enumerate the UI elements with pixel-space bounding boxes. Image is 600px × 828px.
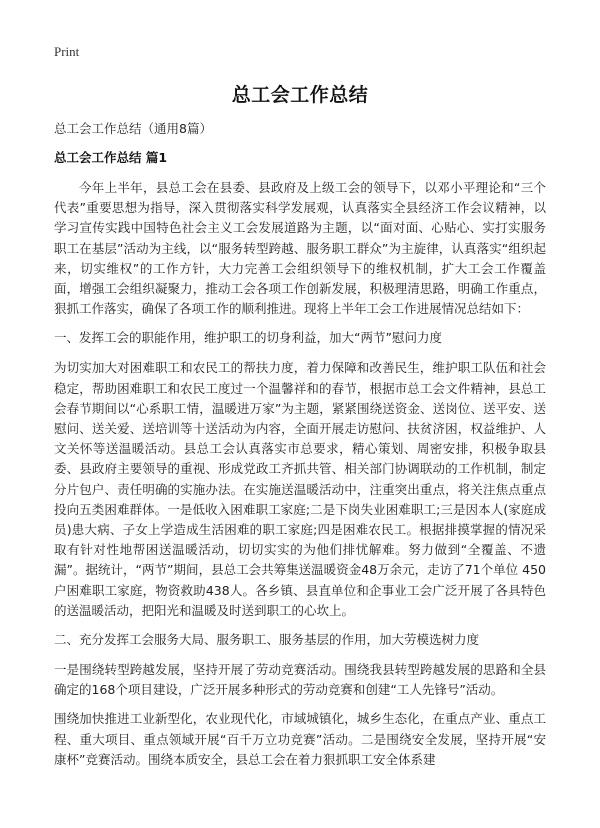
body-paragraph-two: 一是围绕转型跨越发展，坚持开展了劳动竞赛活动。围绕我县转型跨越发展的思路和全县确定的168个项目建设，广泛开展多种形式的劳动竞赛和创建“工人先锋号”活动。	[54, 662, 546, 698]
subheading-two: 二、充分发挥工会服务大局、服务职工、服务基层的作用，加大劳模选树力度	[54, 632, 480, 648]
document-subtitle: 总工会工作总结（通用8篇）	[54, 121, 212, 136]
document-body	[54, 119, 546, 779]
document-title: 总工会工作总结	[231, 84, 369, 106]
print-link[interactable]: Print	[54, 44, 80, 59]
intro-paragraph: 今年上半年，县总工会在县委、县政府及上级工会的领导下，以邓小平理论和“三个代表”重要思想为指导，深入贯彻落实科学发展观，认真落实全县经济工作会议精神，以学习宣传实践中国特色社会主义工会发展道路为主题，以“面对面、心贴心、实打实服务职工在基层”活动为主线，以“服务转型跨越、服务职工群众”为主旋律，认真落实“组织起来，切实维权”的工作方针，大力完善工会组织领导下的维权机制，扩大工会工作覆盖面，增强工会组织凝聚力，推动工会各项工作创新发展，积极理清思路，明确工作重点，狠抓工作落实，确保了各项工作的顺利推进。现将上半年工会工作进展情况总结如下：	[54, 180, 546, 317]
subheading-one: 一、发挥工会的职能作用，维护职工的切身利益，加大“两节”慰问力度	[54, 330, 442, 346]
section-heading: 总工会工作总结 篇1	[54, 150, 168, 165]
body-paragraph-three: 围绕加快推进工业新型化，农业现代化，市域城镇化，城乡生态化，在重点产业、重点工程、重大项目、重点领域开展“百千万立功竞赛”活动。二是围绕安全发展，坚持开展“安康杯”竞赛活动。围绕本质安全，县总工会在着力狠抓职工安全体系建	[54, 711, 546, 767]
body-paragraph-one: 为切实加大对困难职工和农民工的帮扶力度，着力保障和改善民生，维护职工队伍和社会稳定，帮助困难职工和农民工度过一个温馨祥和的春节，根据市总工会文件精神，县总工会春节期间以“心系职工情，温暖进万家”为主题，紧紧围绕送资金、送岗位、送平安、送慰问、送关爱、送培训等十送活动为内容，全面开展走访慰问、扶贫济困，权益维护、人文关怀等送温暖活动。县总工会认真落实市总要求，精心策划、周密安排，积极争取县委、县政府主要领导的重视、形成党政工齐抓共管、相关部门协调联动的工作机制，制定分片包户、责任明确的实施办法。在实施送温暖活动中，注重突出重点，将关注焦点重点投向五类困难群体。一是低收入困难职工家庭;二是下岗失业困难职工;三是因本人(家庭成员)患大病、子女上学造成生活困难的职工家庭;四是困难农民工。根据排摸掌握的情况采取有针对性地帮困送温暖活动，切切实实的为他们排忧解难。努力做到“全覆盖、不遗漏”。据统计，“两节”期间，县总工会共筹集送温暖资金48万余元，走访了71个单位 450户困难职工家庭，物资救助438人。各乡镇、县直单位和企事业工会广泛开展了各具特色的送温暖活动，把阳光和温暖及时送到职工的心坎上。	[54, 360, 546, 618]
